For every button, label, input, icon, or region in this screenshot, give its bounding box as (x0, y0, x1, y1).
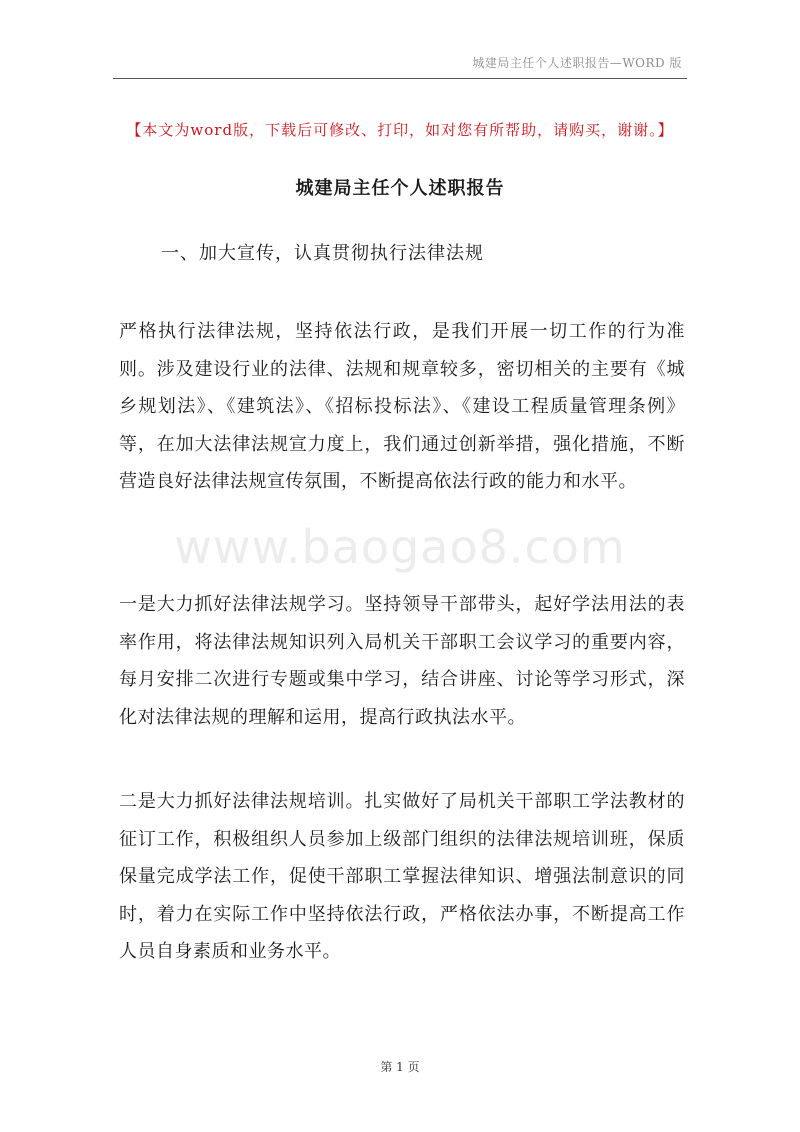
body-paragraph-2: 一是大力抓好法律法规学习。坚持领导干部带头，起好学法用法的表率作用，将法律法规知识列入局机关干部职工会议学习的重要内容，每月安排二次进行专题或集中学习，结合讲座、讨论等学习形式，深化对法律法规的理解和运用，提高行政执法水平。 (119, 594, 685, 728)
watermark-text: www.baogao8.com (174, 520, 626, 574)
page-number: 第 1 页 (380, 1060, 420, 1074)
body-paragraph-3: 二是大力抓好法律法规培训。扎实做好了局机关干部职工学法教材的征订工作，积极组织人员参加上级部门组织的法律法规培训班，保质保量完成学法工作，促使干部职工掌握法律知识、增强法制意识的同时，着力在实际工作中坚持依法行政，严格依法办事，不断提高工作人员自身素质和业务水平。 (119, 791, 685, 962)
body-paragraph-1: 严格执行法律法规，坚持依法行政，是我们开展一切工作的行为准则。涉及建设行业的法律、法规和规章较多，密切相关的主要有《城乡规划法》、《建筑法》、《招标投标法》、《建设工程质量管理条例》等，在加大法律法规宣力度上，我们通过创新举措，强化措施，不断营造良好法律法规宣传氛围，不断提高依法行政的能力和水平。 (119, 321, 685, 492)
running-header: 城建局主任个人述职报告—WORD 版 (472, 56, 682, 70)
header-divider (113, 78, 687, 79)
document-title: 城建局主任个人述职报告 (295, 178, 505, 199)
purchase-notice: 【本文为word版，下载后可修改、打印，如对您有所帮助，请购买，谢谢。】 (126, 121, 674, 139)
section-heading: 一、加大宣传，认真贯彻执行法律法规 (161, 243, 484, 264)
